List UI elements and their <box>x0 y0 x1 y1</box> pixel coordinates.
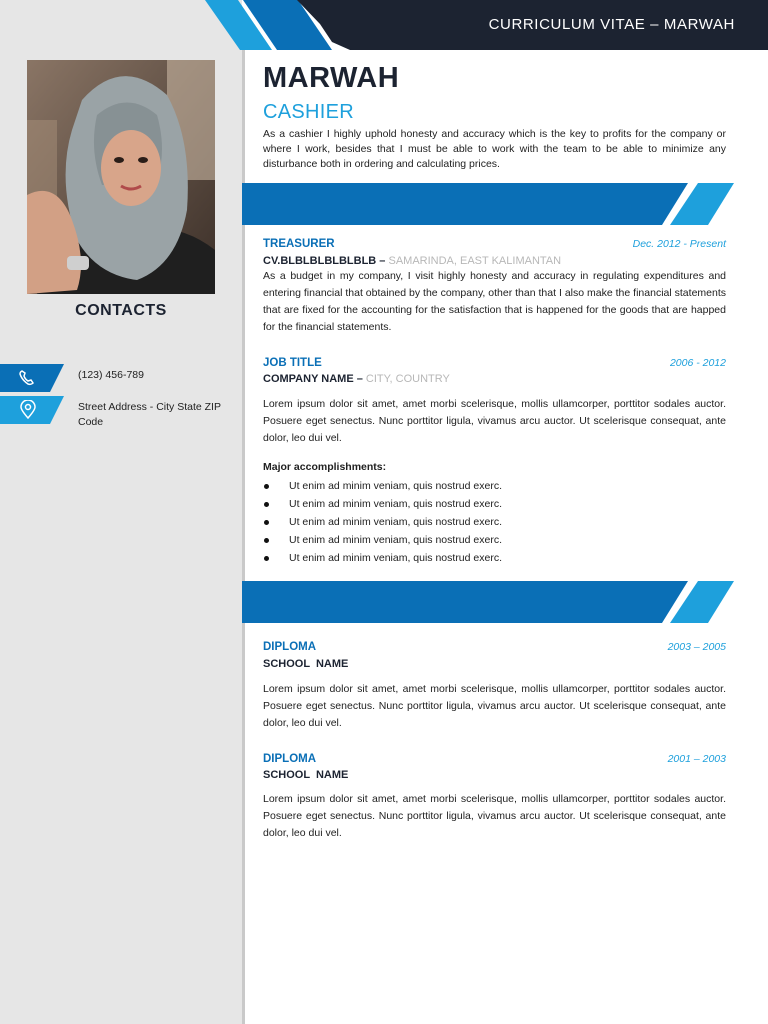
experience-1-description: As a budget in my company, I visit highly honesty and accuracy in regulating expenditures and entering financial that obtained by the company, other than that I also make the financial statements that are fixed for the accounting for the satisfaction that is happened for the goods that are happed for the financial statements. <box>263 270 726 333</box>
accomplishment-text: Ut enim ad minim veniam, quis nostrud exerc. <box>289 534 502 546</box>
profile-photo <box>27 60 215 294</box>
bullet-icon <box>264 520 269 525</box>
accomplishment-text: Ut enim ad minim veniam, quis nostrud exerc. <box>289 516 502 528</box>
experience-2-company <box>263 373 450 385</box>
education-2-school: SCHOOL NAME <box>263 769 349 781</box>
accomplishments-heading: Major accomplishments: <box>263 461 387 473</box>
experience-section-banner <box>242 183 734 225</box>
experience-2-description: Lorem ipsum dolor sit amet, amet morbi scelerisque, mollis ullamcorper, porttitor sodales auctor. Posuere eget senectus. Nunc porttitor ligula, vivamus arcu auctor. Ut scelerisque consequat, ante dolor, leo dui vel. <box>263 398 726 444</box>
top-header-bar <box>0 0 768 50</box>
education-section-banner <box>242 581 734 623</box>
experience-1-company <box>263 255 561 267</box>
education-2-description: Lorem ipsum dolor sit amet, amet morbi scelerisque, mollis ullamcorper, porttitor sodales auctor. Posuere eget senectus. Nunc porttitor ligula, vivamus arcu auctor. Ut scelerisque consequat, ante dolor, leo dui vel. <box>263 793 726 839</box>
bullet-icon <box>264 484 269 489</box>
phone-icon <box>18 369 38 387</box>
experience-2-company-name: COMPANY NAME – <box>263 373 363 385</box>
list-item <box>263 549 502 567</box>
address-tab <box>0 396 64 424</box>
experience-2-title: JOB TITLE <box>263 357 322 369</box>
list-item <box>263 477 502 495</box>
bullet-icon <box>264 502 269 507</box>
accomplishment-text: Ut enim ad minim veniam, quis nostrud exerc. <box>289 552 502 564</box>
bullet-icon <box>264 556 269 561</box>
phone-number: (123) 456-789 <box>78 369 144 381</box>
bullet-icon <box>264 538 269 543</box>
experience-2-location: CITY, COUNTRY <box>365 373 450 385</box>
candidate-name: MARWAH <box>263 62 400 94</box>
contacts-heading: CONTACTS <box>75 302 167 319</box>
profile-summary: As a cashier I highly uphold honesty and accuracy which is the key to profits for the company or where I work, besides that I must be able to work with the team to be able to minimize any disturbance both in ordering and calculating prices. <box>263 128 726 170</box>
contact-phone <box>0 364 242 392</box>
header-title: CURRICULUM VITAE – MARWAH <box>488 16 735 33</box>
accomplishment-text: Ut enim ad minim veniam, quis nostrud exerc. <box>289 480 502 492</box>
education-1-school: SCHOOL NAME <box>263 658 349 670</box>
phone-tab <box>0 364 64 392</box>
experience-1-title: TREASURER <box>263 238 335 250</box>
contact-address <box>0 396 242 428</box>
accomplishment-text: Ut enim ad minim veniam, quis nostrud exerc. <box>289 498 502 510</box>
list-item <box>263 531 502 549</box>
list-item <box>263 495 502 513</box>
location-pin-icon <box>18 400 38 420</box>
education-1-title: DIPLOMA <box>263 641 317 653</box>
education-1-date: 2003 – 2005 <box>667 641 726 653</box>
accomplishments-list <box>263 477 502 567</box>
education-1-description: Lorem ipsum dolor sit amet, amet morbi scelerisque, mollis ullamcorper, porttitor sodales auctor. Posuere eget senectus. Nunc porttitor ligula, vivamus arcu auctor. Ut scelerisque consequat, ante dolor, leo dui vel. <box>263 683 726 729</box>
street-address: Street Address - City State ZIP Code <box>78 401 221 428</box>
candidate-role: CASHIER <box>263 101 355 123</box>
education-2-date: 2001 – 2003 <box>667 753 726 765</box>
experience-1-date: Dec. 2012 - Present <box>632 238 726 250</box>
list-item <box>263 513 502 531</box>
experience-1-company-name: CV.BLBLBLBLBLBLB – <box>263 255 386 267</box>
experience-1-location: SAMARINDA, EAST KALIMANTAN <box>388 255 562 267</box>
education-2-title: DIPLOMA <box>263 753 317 765</box>
experience-2-date: 2006 - 2012 <box>669 357 726 369</box>
